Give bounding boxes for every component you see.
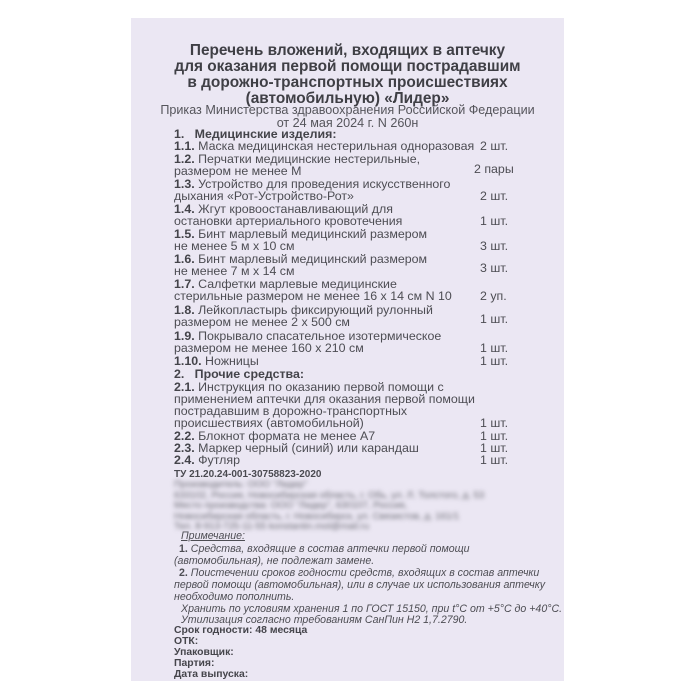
section-number: 2. [174, 367, 185, 381]
list-item: 1.3. Устройство для проведения искусственного [174, 177, 451, 191]
item-quantity: 3 шт. [480, 261, 509, 275]
item-quantity: 1 шт. [480, 214, 509, 228]
list-item: 1.8. Лейкопластырь фиксирующий рулонный [174, 303, 433, 317]
item-quantity: 2 шт. [480, 189, 509, 203]
list-item: 2.1. Инструкция по оказанию первой помощи с [174, 380, 444, 394]
item-quantity: 1 шт. [480, 354, 509, 368]
document-title [131, 43, 564, 107]
item-quantity: 2 шт. [480, 139, 509, 153]
disposal-info: Утилизация согласно требованиям СанПин Н2 1,7.2790. [181, 614, 468, 626]
title-line: для оказания первой помощи пострадавшим [174, 58, 521, 75]
item-quantity: 1 шт. [480, 441, 509, 455]
order-line: Приказ Министерства здравоохранения Российской Федерации [160, 103, 535, 117]
list-item-continuation: пострадавшим в дорожно-транспортных [174, 404, 408, 418]
order-reference [131, 104, 564, 129]
list-item: 1.2. Перчатки медицинские нестерильные, [174, 152, 421, 166]
list-item: 1.5. Бинт марлевый медицинский размером [174, 227, 428, 241]
note-item-continuation: необходимо пополнить. [174, 591, 295, 603]
note-item-continuation: (автомобильная), не подлежат замене. [174, 555, 375, 567]
release-date-label: Дата выпуска: [174, 669, 249, 680]
note-item: 1. Средства, входящие в состав аптечки первой помощи [179, 543, 470, 555]
item-quantity: 3 шт. [480, 239, 509, 253]
item-quantity: 1 шт. [480, 312, 509, 326]
item-quantity: 1 шт. [480, 453, 509, 467]
section-label: Прочие средства: [194, 367, 305, 381]
list-item-continuation: не менее 7 м х 14 см [174, 264, 295, 278]
packer-label: Упаковщик: [174, 647, 234, 658]
list-item: 1.4. Жгут кровоостанавливающий для [174, 202, 393, 216]
list-item: 1.9. Покрывало спасательное изотермическое [174, 329, 442, 343]
list-item-continuation: размером не менее 160 х 210 см [174, 341, 364, 355]
order-line: от 24 мая 2024 г. N 260н [276, 115, 419, 130]
note-item: 2. Поистечении сроков годности средств, входящих в состав аптечки [179, 567, 540, 579]
list-item: 2.3. Маркер черный (синий) или карандаш [174, 441, 419, 455]
list-item-continuation: остановки артериального кровотечения [174, 214, 403, 228]
batch-label: Партия: [174, 658, 215, 669]
item-quantity: 1 шт. [480, 429, 509, 443]
list-item-continuation: стерильные размером не менее 16 х 14 см N 10 [174, 289, 452, 303]
note-heading: Примечание: [181, 530, 245, 542]
section-number: 1. [174, 127, 185, 141]
list-item-continuation: размером не менее М [174, 164, 302, 178]
list-item: 2.4. Футляр [174, 453, 240, 467]
shelf-life: Срок годности: 48 месяца [174, 625, 308, 636]
list-item-continuation: происшествиях (автомобильной) [174, 416, 364, 430]
list-item: 1.10. Ножницы [174, 354, 259, 368]
title-line: в дорожно-транспортных происшествиях [187, 74, 508, 91]
list-item: 1.7. Салфетки марлевые медицинские [174, 277, 397, 291]
item-quantity: 1 шт. [480, 341, 509, 355]
list-item: 1.6. Бинт марлевый медицинский размером [174, 252, 428, 266]
list-item-continuation: дыхания «Рот-Устройство-Рот» [174, 189, 354, 203]
storage-conditions: Хранить по условиям хранения 1 по ГОСТ 15150, при t°С от +5°С до +40°С. [181, 603, 563, 615]
technical-spec-code: ТУ 21.20.24-001-30758823-2020 [174, 469, 322, 480]
qc-label: ОТК: [174, 636, 199, 647]
document-sheet [131, 18, 564, 681]
list-item-continuation: размером не менее 2 х 500 см [174, 315, 350, 329]
item-quantity: 1 шт. [480, 416, 509, 430]
manufacturer-info-blurred: Производитель: ООО "Лидер" 633102, Россия, Новосибирская область, г. Обь, ул. Л. Толстого, д. 53 Место производства: ООО "Лидер", 630107, Россия, Новосибирская область, г. Новосибирск, ул. Связистов, д. 161/1 Тел. 8-913-725-11-55 konstantin.mol@mail.ru [174, 479, 485, 533]
note-item-continuation: первой помощи (автомобильная), или в случае их использования аптечку [174, 579, 546, 591]
list-item-continuation: применением аптечки для оказания первой помощи [174, 392, 475, 406]
section-label: Медицинские изделия: [194, 127, 337, 141]
list-item: 2.2. Блокнот формата не менее А7 [174, 429, 376, 443]
item-quantity: 2 уп. [480, 289, 507, 303]
list-item-continuation: не менее 5 м х 10 см [174, 239, 295, 253]
item-quantity: 2 пары [474, 162, 514, 176]
list-item: 1.1. Маска медицинская нестерильная одноразовая [174, 139, 475, 153]
title-line: Перечень вложений, входящих в аптечку [189, 42, 506, 59]
title-line: (автомобильную) «Лидер» [245, 90, 450, 107]
